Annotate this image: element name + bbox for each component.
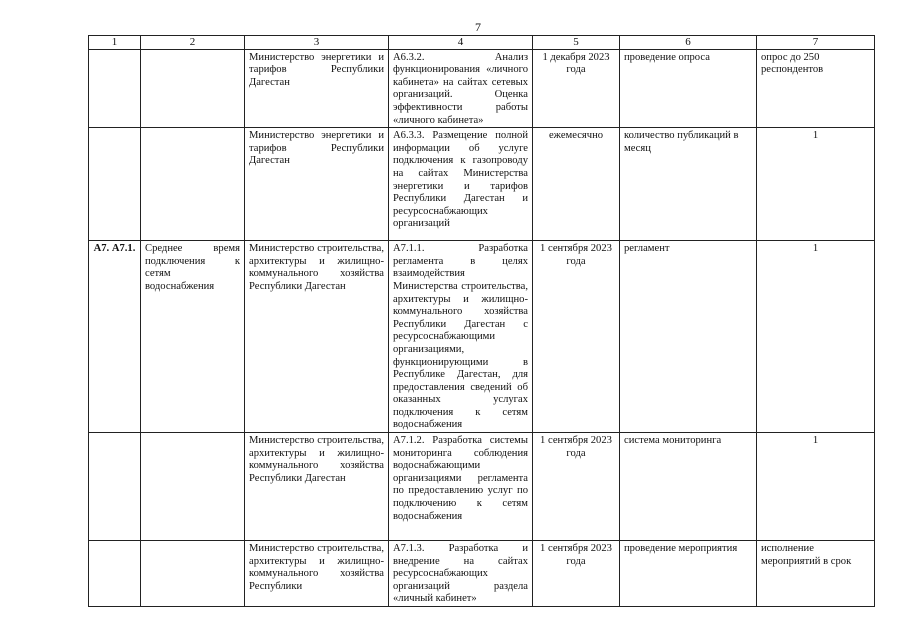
responsible-cell: Министерство энергетики и тарифов Республики Дагестан: [245, 49, 389, 128]
table-row: [89, 433, 875, 541]
responsible-cell: Министерство строительства, архитектуры и жилищно-коммунального хозяйства Республики Дагестан: [245, 241, 389, 433]
header-cell-4: 4: [389, 36, 533, 50]
indicator-cell: Среднее время подключения к сетям водоснабжения: [141, 241, 245, 433]
header-cell-1: 1: [89, 36, 141, 50]
measure-cell: А6.3.3. Размещение полной информации об услуге подключения к газопроводу на сайтах Министерства энергетики и тарифов Республики Дагестан и ресурсоснабжающих организаций: [389, 128, 533, 241]
measures-table: [88, 35, 875, 607]
target-cell: 1: [757, 241, 875, 433]
indicator-cell: [141, 541, 245, 607]
header-cell-2: 2: [141, 36, 245, 50]
responsible-cell: Министерство строительства, архитектуры и жилищно-коммунального хозяйства Республики Дагестан: [245, 433, 389, 541]
table-row: [89, 128, 875, 241]
deadline-cell: 1 сентября 2023 года: [533, 241, 620, 433]
target-cell: опрос до 250 респондентов: [757, 49, 875, 128]
result-cell: регламент: [620, 241, 757, 433]
header-cell-6: 6: [620, 36, 757, 50]
result-cell: система мониторинга: [620, 433, 757, 541]
result-cell: количество публикаций в месяц: [620, 128, 757, 241]
deadline-cell: 1 сентября 2023 года: [533, 541, 620, 607]
header-cell-5: 5: [533, 36, 620, 50]
indicator-cell: [141, 128, 245, 241]
row-number-cell: [89, 128, 141, 241]
target-cell: 1: [757, 128, 875, 241]
measure-cell: А7.1.1. Разработка регламента в целях взаимодействия Министерства строительства, архитектуры и жилищно-коммунального хозяйства Республики Дагестан с ресурсоснабжающими организациями, функционирующими в Республике Дагестан, для предоставления сведений об оказанных услугах подключения к сетям водоснабжения: [389, 241, 533, 433]
indicator-cell: [141, 433, 245, 541]
header-cell-7: 7: [757, 36, 875, 50]
responsible-cell: Министерство строительства, архитектуры и жилищно-коммунального хозяйства Республики: [245, 541, 389, 607]
row-number-cell: [89, 541, 141, 607]
responsible-cell: Министерство энергетики и тарифов Республики Дагестан: [245, 128, 389, 241]
row-number-cell: [89, 49, 141, 128]
row-number-cell: [89, 433, 141, 541]
header-cell-3: 3: [245, 36, 389, 50]
result-cell: проведение мероприятия: [620, 541, 757, 607]
table-row: [89, 241, 875, 433]
measure-cell: А7.1.2. Разработка системы мониторинга соблюдения водоснабжающими организациями регламента по предоставлению услуг по подключению к сетям водоснабжения: [389, 433, 533, 541]
deadline-cell: ежемесячно: [533, 128, 620, 241]
row-number-cell: А7. А7.1.: [89, 241, 141, 433]
table-row: [89, 49, 875, 128]
target-cell: 1: [757, 433, 875, 541]
measure-cell: А6.3.2. Анализ функционирования «личного кабинета» на сайтах сетевых организаций. Оценка эффективности работы «личного кабинета»: [389, 49, 533, 128]
result-cell: проведение опроса: [620, 49, 757, 128]
header-row: [89, 36, 875, 50]
indicator-cell: [141, 49, 245, 128]
target-cell: исполнение мероприятий в срок: [757, 541, 875, 607]
table-row: [89, 541, 875, 607]
deadline-cell: 1 сентября 2023 года: [533, 433, 620, 541]
measure-cell: А7.1.3. Разработка и внедрение на сайтах ресурсоснабжающих организаций раздела «личный кабинет»: [389, 541, 533, 607]
deadline-cell: 1 декабря 2023 года: [533, 49, 620, 128]
page-number: 7: [475, 20, 481, 34]
